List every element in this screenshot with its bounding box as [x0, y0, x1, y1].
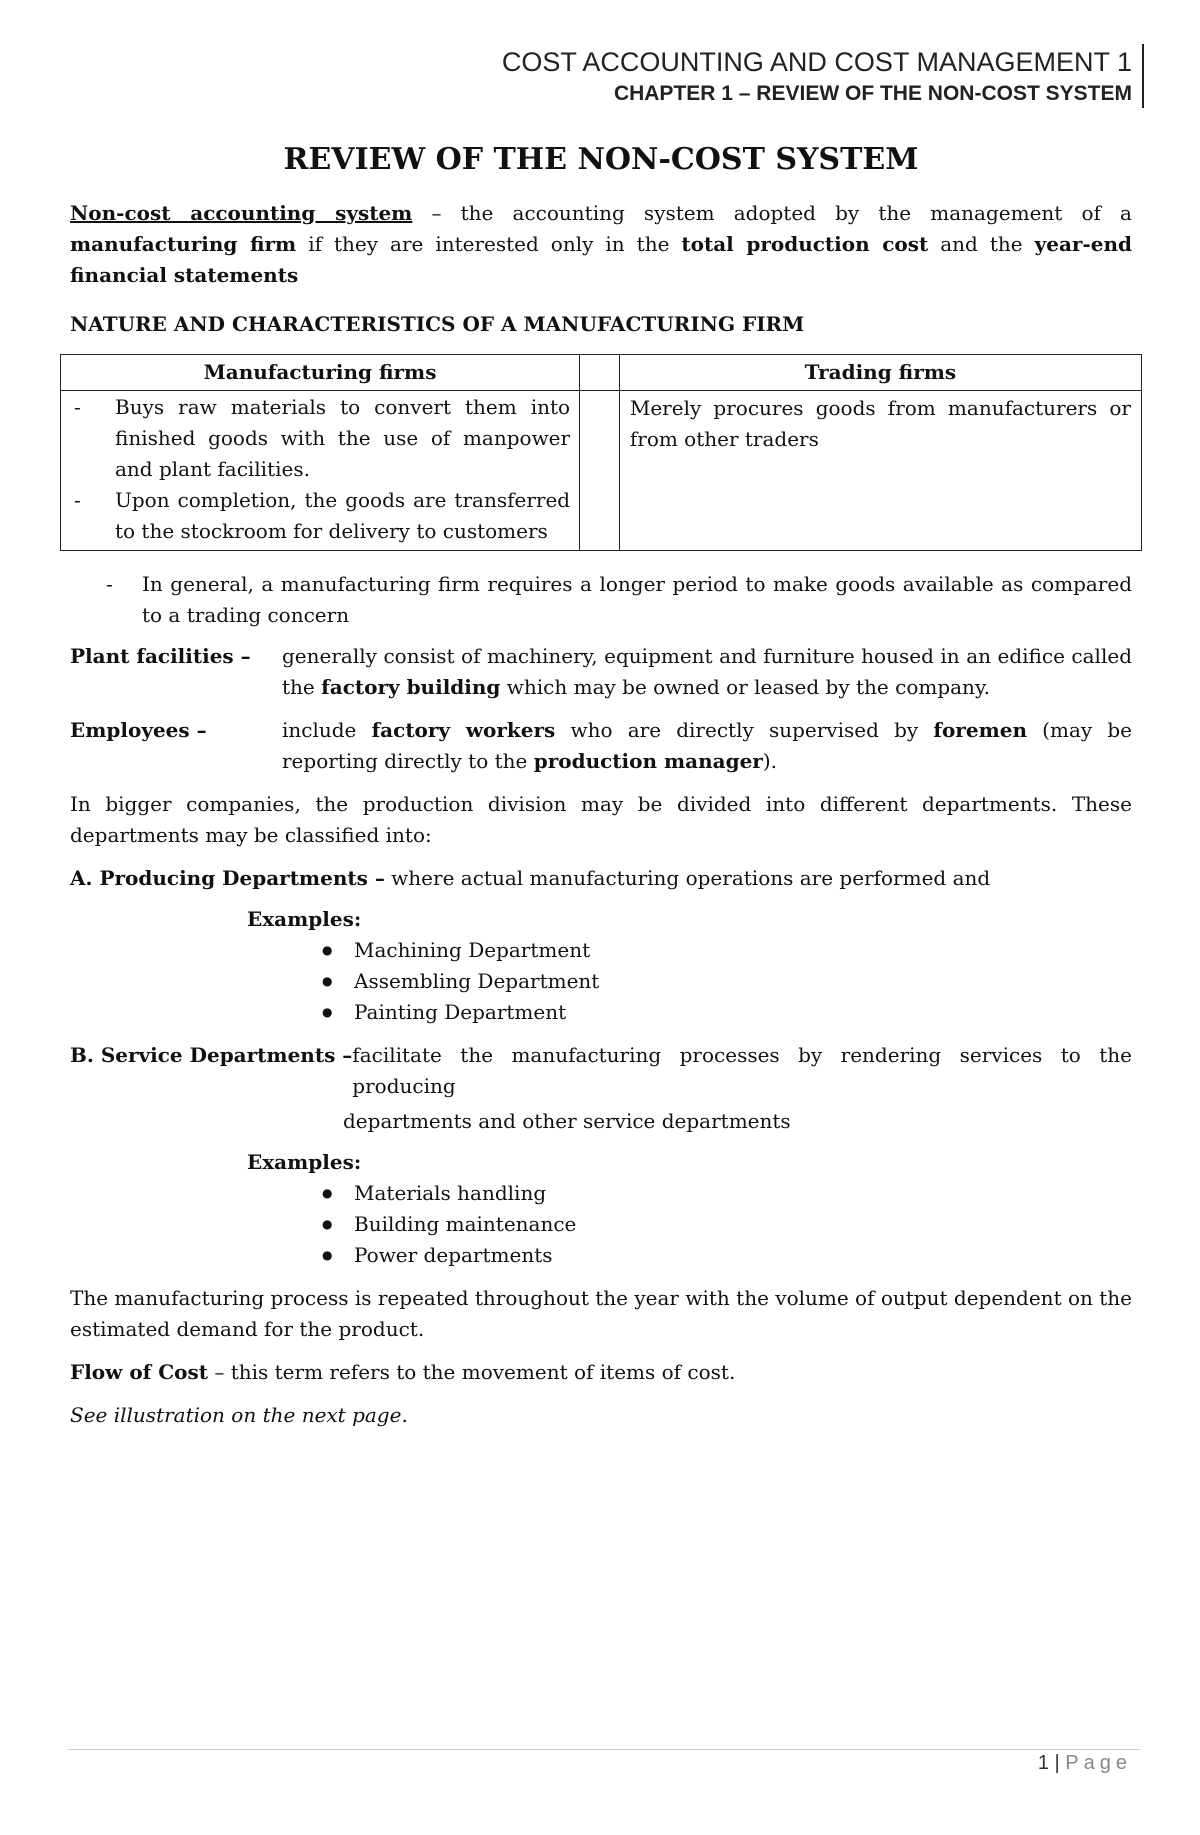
- flow-of-cost-paragraph: Flow of Cost – this term refers to the movement of items of cost.: [70, 1360, 736, 1384]
- producing-text: where actual manufacturing operations are performed and: [384, 866, 991, 890]
- list-item: ● Power departments: [70, 1240, 1132, 1271]
- footer-separator: |: [1048, 1752, 1066, 1774]
- page-number: 1: [1037, 1752, 1049, 1774]
- trading-cell: Merely procures goods from manufacturers or from other traders: [619, 391, 1141, 551]
- spacer-cell: [580, 391, 620, 551]
- list-item: ● Building maintenance: [70, 1209, 1132, 1240]
- intro-paragraph: Non-cost accounting system – the accounting system adopted by the management of a manufacturing firm if they are interested only in the total production cost and the year-end financial statements: [70, 201, 1132, 287]
- page-content: [70, 140, 1132, 1443]
- chapter-title: CHAPTER 1 – REVIEW OF THE NON-COST SYSTEM: [613, 82, 1132, 105]
- manufacturing-cell: [61, 391, 580, 551]
- plant-facilities-term: Plant facilities –: [70, 644, 251, 668]
- service-examples-label: Examples:: [247, 1150, 362, 1174]
- service-examples-list: [70, 1178, 1132, 1271]
- list-item: - Buys raw materials to convert them into finished goods with the use of manpower and plant facilities.: [70, 392, 570, 485]
- table-header-row: [61, 355, 1142, 391]
- manufacturing-list: [62, 392, 578, 549]
- process-paragraph: The manufacturing process is repeated throughout the year with the volume of output dependent on the estimated demand for the product.: [70, 1286, 1132, 1341]
- list-item: ● Materials handling: [70, 1178, 1132, 1209]
- producing-label: A. Producing Departments –: [70, 866, 385, 890]
- employees-definition: [70, 715, 1132, 777]
- table-row: [61, 391, 1142, 551]
- page-label: Page: [1065, 1752, 1132, 1774]
- flow-of-cost-term: Flow of Cost: [70, 1360, 208, 1384]
- producing-departments: [70, 863, 1132, 894]
- producing-examples-list: [70, 935, 1132, 1028]
- list-item: ● Assembling Department: [70, 966, 1132, 997]
- footer-divider: [68, 1749, 1140, 1750]
- general-note: - In general, a manufacturing firm requires a longer period to make goods available as compared to a trading concern: [70, 569, 1132, 631]
- nature-heading: NATURE AND CHARACTERISTICS OF A MANUFACTURING FIRM: [70, 312, 805, 336]
- see-next-page-note: See illustration on the next page.: [70, 1403, 408, 1427]
- trading-header: Trading firms: [619, 355, 1141, 391]
- page-header: [502, 44, 1144, 108]
- service-text-line1: facilitate the manufacturing processes by rendering services to the producing: [352, 1043, 1132, 1098]
- bigger-companies-paragraph: In bigger companies, the production division may be divided into different departments. These departments may be classified into:: [70, 792, 1132, 847]
- plant-facilities-definition: [70, 641, 1132, 703]
- list-item: - Upon completion, the goods are transferred to the stockroom for delivery to customers: [70, 485, 570, 547]
- list-item: ● Machining Department: [70, 935, 1132, 966]
- plant-facilities-text: generally consist of machinery, equipment and furniture housed in an edifice called the factory building which may be owned or leased by the company.: [282, 644, 1132, 699]
- employees-term: Employees –: [70, 718, 207, 742]
- list-item: ● Painting Department: [70, 997, 1132, 1028]
- intro-term: Non-cost accounting system: [70, 201, 413, 225]
- service-label: B. Service Departments –: [70, 1043, 353, 1067]
- service-departments: [70, 1040, 1132, 1102]
- course-title: COST ACCOUNTING AND COST MANAGEMENT 1: [501, 47, 1132, 77]
- employees-text: include factory workers who are directly supervised by foremen (may be reporting directly to the production manager).: [282, 718, 1132, 773]
- spacer-cell: [580, 355, 620, 391]
- page-footer: [1038, 1752, 1132, 1775]
- manufacturing-header: Manufacturing firms: [61, 355, 580, 391]
- document-title: REVIEW OF THE NON-COST SYSTEM: [283, 142, 919, 177]
- comparison-table: [60, 354, 1142, 551]
- producing-examples-label: Examples:: [247, 907, 362, 931]
- service-text-line2: departments and other service departments: [343, 1109, 791, 1133]
